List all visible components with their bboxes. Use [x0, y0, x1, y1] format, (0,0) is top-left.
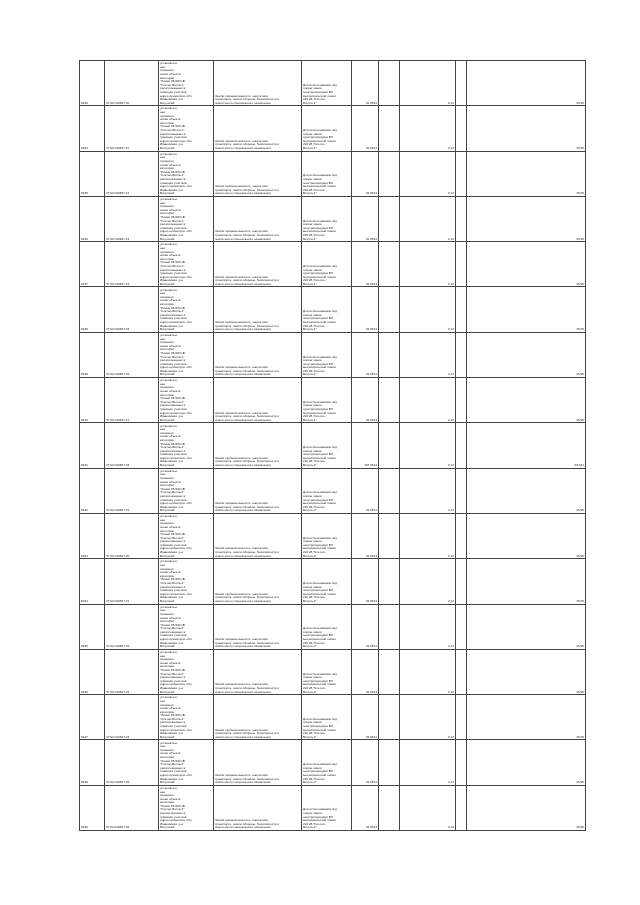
amount-cell: 45,95	[467, 649, 586, 694]
area-cell: 32,6514	[352, 287, 379, 332]
cadastral-number-cell: 37:02:010827:22	[105, 604, 159, 649]
rate-cell: 0,13	[400, 513, 456, 558]
amount-cell: 45,95	[467, 785, 586, 830]
permitted-use-cell: Для использования под опоры линии электропередачи ВЛ высоковольтной линии 220 кВ "Клетно- Вичуга-1"	[302, 378, 352, 423]
empty-cell	[456, 513, 467, 558]
table-row	[80, 61, 586, 106]
encumbrance-description-cell: установлен- ных охранных зонах объекта категории "Линии 35-500 кВ "Клетно-Волга-2" расположенных в границах участков адрес-ориентира: обл. Ивановская, р-н Вичугский	[159, 423, 214, 468]
permitted-use-cell: Для использования под опоры линии электропередачи ВЛ высоковольтной линии 220 кВ "Клетно- Вичуга-1"	[302, 151, 352, 196]
table-row	[80, 332, 586, 377]
rate-cell: 0,13	[400, 604, 456, 649]
area-cell: 32,6514	[352, 196, 379, 241]
empty-cell	[456, 695, 467, 740]
cadastral-number-cell: 37:02:010827:17	[105, 378, 159, 423]
encumbrance-description-cell: установлен- ных охранных зонах объекта категории "Линии 35-500 кВ "Клетно-Волга-2" расположенных в границах участков адрес-ориентира: обл. Ивановская, р-н Вичугский	[159, 649, 214, 694]
land-category-cell: Земли промышленности, энергетики, транспорта, земли обороны, безопасности и земли иного специального назначения	[214, 332, 302, 377]
area-cell: 32,6514	[352, 513, 379, 558]
table-row	[80, 378, 586, 423]
record-number-cell: 8244	[80, 559, 105, 604]
encumbrance-description-cell: установлен- ных охранных зонах объекта категории "Линии 35-500 кВ "Клетно-Волга-1" расположенных в границах участков адрес-ориентира: обл. Ивановская, р-н Вичугский	[159, 242, 214, 287]
permitted-use-cell: Для использования под опоры линии электропередачи ВЛ высоковольтной линии 220 кВ "Клетно- Вичуга-2"	[302, 423, 352, 468]
encumbrance-description-cell: установлен- ных охранных зонах объекта категории "Линии 35-500 кВ "Клетно-Волга-2" расположенных в границах участков адрес-ориентира: обл. Ивановская, р-н Вичугский	[159, 785, 214, 830]
area-cell: 32,6514	[352, 785, 379, 830]
land-category-cell: Земли промышленности, энергетики, транспорта, земли обороны, безопасности и земли иного специального назначения	[214, 423, 302, 468]
land-category-cell: Земли промышленности, энергетики, транспорта, земли обороны, безопасности и земли иного специального назначения	[214, 242, 302, 287]
rate-cell: 0,13	[400, 695, 456, 740]
amount-cell: 45,95	[467, 740, 586, 785]
amount-cell: 45,95	[467, 242, 586, 287]
encumbrance-description-cell: установлен- ных охранных зонах объекта категории "Линии 35-500 кВ "Клетно-Волга-1" расположенных в границах участков адрес-ориентира: обл. Ивановская, р-н Вичугский	[159, 151, 214, 196]
register-sheet	[79, 60, 584, 831]
empty-cell	[456, 196, 467, 241]
empty-cell	[379, 740, 400, 785]
record-number-cell: 8238	[80, 287, 105, 332]
empty-cell	[379, 61, 400, 106]
cadastral-number-cell: 37:02:010827:26	[105, 785, 159, 830]
permitted-use-cell: Для использования под опоры линии электропередачи ВЛ высоковольтной линии 220 кВ "Клетно- Вичуга-1"	[302, 242, 352, 287]
area-cell: 32,6514	[352, 106, 379, 151]
cadastral-number-cell: 37:02:010827:16	[105, 332, 159, 377]
table-row	[80, 513, 586, 558]
area-cell: 32,6514	[352, 151, 379, 196]
land-category-cell: Земли промышленности, энергетики, транспорта, земли обороны, безопасности и земли иного специального назначения	[214, 468, 302, 513]
table-row	[80, 559, 586, 604]
amount-cell: 45,95	[467, 468, 586, 513]
table-row	[80, 242, 586, 287]
area-cell: 32,6514	[352, 242, 379, 287]
record-number-cell: 8243	[80, 513, 105, 558]
amount-cell: 45,95	[467, 196, 586, 241]
amount-cell: 45,95	[467, 287, 586, 332]
rate-cell: 0,13	[400, 151, 456, 196]
table-row	[80, 740, 586, 785]
permitted-use-cell: Для использования под опоры линии электропередачи ВЛ высоковольтной линии 220 кВ "Клетно- Вичуга-2"	[302, 785, 352, 830]
encumbrance-description-cell: установлен- ных охранных зонах объекта категории "Линии 35-500 кВ "Клетно-Волга-2" расположенных в границах участков адрес-ориентира: обл. Ивановская, р-н Вичугский	[159, 559, 214, 604]
encumbrance-description-cell: установлен- ных охранных зонах объекта категории "Линии 35-500 кВ "Клетно-Волга-1" расположенных в границах участков адрес-ориентира: обл. Ивановская, р-н Вичугский	[159, 61, 214, 106]
empty-cell	[379, 604, 400, 649]
record-number-cell: 8241	[80, 423, 105, 468]
area-cell: 32,6514	[352, 695, 379, 740]
table-row	[80, 649, 586, 694]
rate-cell: 0,13	[400, 242, 456, 287]
table-row	[80, 287, 586, 332]
permitted-use-cell: Для использования под опоры линии электропередачи ВЛ высоковольтной линии 220 кВ "Клетно- Вичуга-2"	[302, 468, 352, 513]
land-category-cell: Земли промышленности, энергетики, транспорта, земли обороны, безопасности и земли иного специального назначения	[214, 106, 302, 151]
land-category-cell: Земли промышленности, энергетики, транспорта, земли обороны, безопасности и земли иного специального назначения	[214, 196, 302, 241]
empty-cell	[456, 740, 467, 785]
record-number-cell: 8248	[80, 740, 105, 785]
cadastral-number-cell: 37:02:010827:11	[105, 106, 159, 151]
land-category-cell: Земли промышленности, энергетики, транспорта, земли обороны, безопасности и земли иного специального назначения	[214, 740, 302, 785]
record-number-cell: 8240	[80, 378, 105, 423]
land-category-cell: Земли промышленности, энергетики, транспорта, земли обороны, безопасности и земли иного специального назначения	[214, 649, 302, 694]
area-cell: 32,6514	[352, 468, 379, 513]
land-category-cell: Земли промышленности, энергетики, транспорта, земли обороны, безопасности и земли иного специального назначения	[214, 287, 302, 332]
amount-cell: 45,95	[467, 378, 586, 423]
empty-cell	[379, 649, 400, 694]
record-number-cell: 8236	[80, 196, 105, 241]
encumbrance-description-cell: установлен- ных охранных зонах объекта категории "Линии 35-500 кВ "Клетно-Волга-2" расположенных в границах участков адрес-ориентира: обл. Ивановская, р-н Вичугский	[159, 513, 214, 558]
table-row	[80, 468, 586, 513]
permitted-use-cell: Для использования под опоры линии электропередачи ВЛ высоковольтной линии 220 кВ "Клетно- Вичуга-2"	[302, 695, 352, 740]
rate-cell: 0,13	[400, 287, 456, 332]
area-cell: 32,6514	[352, 332, 379, 377]
land-category-cell: Земли промышленности, энергетики, транспорта, земли обороны, безопасности и земли иного специального назначения	[214, 151, 302, 196]
land-category-cell: Земли промышленности, энергетики, транспорта, земли обороны, безопасности и земли иного специального назначения	[214, 513, 302, 558]
amount-cell: 45,95	[467, 513, 586, 558]
table-row	[80, 151, 586, 196]
empty-cell	[456, 61, 467, 106]
rate-cell: 0,13	[400, 423, 456, 468]
area-cell: 32,6514	[352, 378, 379, 423]
rate-cell: 0,13	[400, 649, 456, 694]
permitted-use-cell: Для использования под опоры линии электропередачи ВЛ высоковольтной линии 220 кВ "Клетно- Вичуга-2"	[302, 740, 352, 785]
rate-cell: 2,13	[400, 559, 456, 604]
permitted-use-cell: Для использования под опоры линии электропередачи ВЛ высоковольтной линии 220 кВ "Клетно- Вичуга-1"	[302, 106, 352, 151]
rate-cell: 0,13	[400, 468, 456, 513]
encumbrance-description-cell: установлен- ных охранных зонах объекта категории "Линии 35-500 кВ "Клетно-Волга-1" расположенных в границах участков адрес-ориентира: обл. Ивановская, р-н Вичугский	[159, 378, 214, 423]
register-table-body	[80, 61, 586, 831]
rate-cell: 0,13	[400, 785, 456, 830]
cadastral-number-cell: 37:02:010827:19	[105, 468, 159, 513]
area-cell: 32,6514	[352, 649, 379, 694]
encumbrance-description-cell: установлен- ных охранных зонах объекта категории "Линии 35-500 кВ "Клетно-Волга-1" расположенных в границах участков адрес-ориентира: обл. Ивановская, р-н Вичугский	[159, 287, 214, 332]
rate-cell: 0,13	[400, 106, 456, 151]
empty-cell	[456, 151, 467, 196]
table-row	[80, 695, 586, 740]
empty-cell	[379, 242, 400, 287]
empty-cell	[379, 785, 400, 830]
encumbrance-description-cell: установлен- ных охранных зонах объекта категории "Линии 35-500 кВ "Клетно-Волга-2" расположенных в границах участков адрес-ориентира: обл. Ивановская, р-н Вичугский	[159, 740, 214, 785]
cadastral-number-cell: 37:02:010827:21	[105, 559, 159, 604]
land-category-cell: Земли промышленности, энергетики, транспорта, земли обороны, безопасности и земли иного специального назначения	[214, 604, 302, 649]
rate-cell: 2,13	[400, 378, 456, 423]
land-category-cell: Земли промышленности, энергетики, транспорта, земли обороны, безопасности и земли иного специального назначения	[214, 559, 302, 604]
empty-cell	[456, 287, 467, 332]
amount-cell: 45,95	[467, 151, 586, 196]
record-number-cell: 8234	[80, 106, 105, 151]
empty-cell	[379, 378, 400, 423]
encumbrance-description-cell: установлен- ных охранных зонах объекта категории "Линии 35-500 кВ "Клетно-Волга-2" расположенных в границах участков адрес-ориентира: обл. Ивановская, р-н Вичугский	[159, 468, 214, 513]
record-number-cell: 8242	[80, 468, 105, 513]
record-number-cell: 8239	[80, 332, 105, 377]
permitted-use-cell: Для использования под опоры линии электропередачи ВЛ высоковольтной линии 220 кВ "Клетно- Вичуга-1"	[302, 287, 352, 332]
encumbrance-description-cell: установлен- ных охранных зонах объекта категории "Линии 35-500 кВ "Клетно-Волга-1" расположенных в границах участков адрес-ориентира: обл. Ивановская, р-н Вичугский	[159, 106, 214, 151]
encumbrance-description-cell: установлен- ных охранных зонах объекта категории "Линии 35-500 кВ "Клетно-Волга-2" расположенных в границах участков адрес-ориентира: обл. Ивановская, р-н Вичугский	[159, 604, 214, 649]
table-row	[80, 604, 586, 649]
record-number-cell: 8236	[80, 61, 105, 106]
amount-cell: 45,95	[467, 559, 586, 604]
area-cell: 187,6514	[352, 423, 379, 468]
area-cell: 32,6514	[352, 559, 379, 604]
area-cell: 32,6514	[352, 604, 379, 649]
cadastral-number-cell: 37:02:010827:23	[105, 649, 159, 694]
permitted-use-cell: Для использования под опоры линии электропередачи ВЛ высоковольтной линии 220 кВ "Клетно- Вичуга-2"	[302, 513, 352, 558]
permitted-use-cell: Для использования под опоры линии электропередачи ВЛ высоковольтной линии 220 кВ "Клетно- Вичуга-2"	[302, 559, 352, 604]
encumbrance-description-cell: установлен- ных охранных зонах объекта категории "Линии 35-500 кВ "Клетно-Волга-2" расположенных в границах участков адрес-ориентира: обл. Ивановская, р-н Вичугский	[159, 695, 214, 740]
rate-cell: 0,13	[400, 332, 456, 377]
record-number-cell: 8246	[80, 649, 105, 694]
rate-cell: 0,13	[400, 61, 456, 106]
cadastral-number-cell: 37:02:010827:24	[105, 695, 159, 740]
amount-cell: 45,95	[467, 106, 586, 151]
empty-cell	[379, 106, 400, 151]
empty-cell	[379, 151, 400, 196]
permitted-use-cell: Для использования под опоры линии электропередачи ВЛ высоковольтной линии 220 кВ "Клетно- Вичуга-1"	[302, 61, 352, 106]
empty-cell	[379, 559, 400, 604]
empty-cell	[379, 196, 400, 241]
table-row	[80, 196, 586, 241]
empty-cell	[379, 423, 400, 468]
cadastral-number-cell: 37:02:010827:25	[105, 740, 159, 785]
permitted-use-cell: Для использования под опоры линии электропередачи ВЛ высоковольтной линии 220 кВ "Клетно- Вичуга-1"	[302, 196, 352, 241]
cadastral-number-cell: 37:02:010827:15	[105, 287, 159, 332]
empty-cell	[456, 559, 467, 604]
record-number-cell: 8247	[80, 695, 105, 740]
empty-cell	[379, 287, 400, 332]
permitted-use-cell: Для использования под опоры линии электропередачи ВЛ высоковольтной линии 220 кВ "Клетно- Вичуга-2"	[302, 649, 352, 694]
table-row	[80, 423, 586, 468]
empty-cell	[379, 513, 400, 558]
amount-cell: 45,95	[467, 695, 586, 740]
empty-cell	[456, 468, 467, 513]
permitted-use-cell: Для использования под опоры линии электропередачи ВЛ высоковольтной линии 220 кВ "Клетно- Вичуга-2"	[302, 604, 352, 649]
empty-cell	[456, 332, 467, 377]
cadastral-number-cell: 37:02:010827:10	[105, 61, 159, 106]
table-row	[80, 106, 586, 151]
permitted-use-cell: Для использования под опоры линии электропередачи ВЛ высоковольтной линии 220 кВ "Клетно- Вичуга-1"	[302, 332, 352, 377]
rate-cell: 2,13	[400, 196, 456, 241]
cadastral-number-cell: 37:02:010827:14	[105, 242, 159, 287]
land-category-cell: Земли промышленности, энергетики, транспорта, земли обороны, безопасности и земли иного специального назначения	[214, 785, 302, 830]
area-cell: 32,6514	[352, 740, 379, 785]
empty-cell	[456, 423, 467, 468]
empty-cell	[456, 785, 467, 830]
amount-cell: 45,95	[467, 61, 586, 106]
empty-cell	[379, 695, 400, 740]
land-category-cell: Земли промышленности, энергетики, транспорта, земли обороны, безопасности и земли иного специального назначения	[214, 378, 302, 423]
amount-cell: 45,95	[467, 604, 586, 649]
cadastral-number-cell: 37:02:010827:13	[105, 196, 159, 241]
cadastral-number-cell: 37:02:010827:20	[105, 513, 159, 558]
amount-cell: 45,95	[467, 332, 586, 377]
land-category-cell: Земли промышленности, энергетики, транспорта, земли обороны, безопасности и земли иного специального назначения	[214, 61, 302, 106]
empty-cell	[379, 468, 400, 513]
record-number-cell: 8237	[80, 242, 105, 287]
empty-cell	[456, 106, 467, 151]
empty-cell	[456, 604, 467, 649]
cadastral-number-cell: 37:02:010827:12	[105, 151, 159, 196]
empty-cell	[379, 332, 400, 377]
land-register-table	[79, 60, 586, 831]
record-number-cell: 8245	[80, 604, 105, 649]
empty-cell	[456, 378, 467, 423]
amount-cell: 254,81	[467, 423, 586, 468]
record-number-cell: 8249	[80, 785, 105, 830]
rate-cell: 0,13	[400, 740, 456, 785]
encumbrance-description-cell: установлен- ных охранных зонах объекта категории "Линии 35-500 кВ "Клетно-Волга-1" расположенных в границах участков адрес-ориентира: обл. Ивановская, р-н Вичугский	[159, 332, 214, 377]
record-number-cell: 8235	[80, 151, 105, 196]
area-cell: 32,6514	[352, 61, 379, 106]
encumbrance-description-cell: установлен- ных охранных зонах объекта категории "Линии 35-500 кВ "Клетно-Волга-1" расположенных в границах участков адрес-ориентира: обл. Ивановская, р-н Вичугский	[159, 196, 214, 241]
cadastral-number-cell: 37:02:010827:18	[105, 423, 159, 468]
land-category-cell: Земли промышленности, энергетики, транспорта, земли обороны, безопасности и земли иного специального назначения	[214, 695, 302, 740]
empty-cell	[456, 649, 467, 694]
table-row	[80, 785, 586, 830]
empty-cell	[456, 242, 467, 287]
